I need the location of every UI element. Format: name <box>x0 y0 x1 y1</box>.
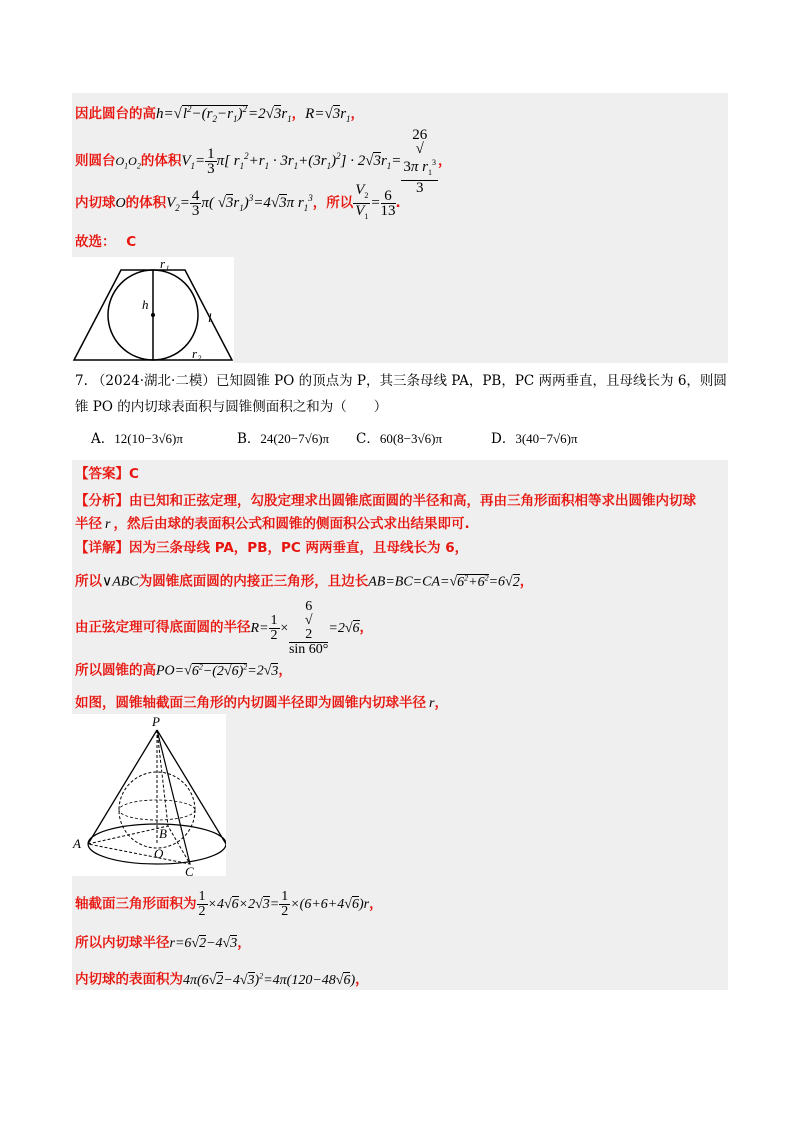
detail-line-1 <box>75 538 468 558</box>
question-number: 7. <box>75 373 88 389</box>
comma: ， <box>237 935 251 951</box>
answer-line-top <box>75 232 136 252</box>
step-text: 所以圆锥的高 <box>75 662 156 679</box>
sphere-volume-formula: $V_2=$ $\frac{4}{3}$ π( $√3r_1)^3=4√3\pi$ $r_1^3$ <box>166 188 313 220</box>
step-6 <box>75 882 383 926</box>
label-h: h <box>142 297 149 312</box>
option-letter: C． <box>356 431 380 447</box>
option-value: 60(8−3√6)π <box>379 431 443 446</box>
answer-value: C <box>126 234 137 250</box>
radius-symbol: r <box>429 696 435 711</box>
ratio-formula: $\frac{V_2}{V_1}$ = $\frac{6}{13}$ <box>355 182 396 222</box>
center-point <box>151 313 155 317</box>
analysis-text: 由已知和正弦定理，勾股定理求出圆锥底面圆的半径和高，再由三角形面积相等求出圆锥内切球 <box>129 493 696 509</box>
step-2 <box>75 564 533 592</box>
option-b[interactable] <box>237 427 329 447</box>
base-radius-formula: R= $\frac{1}{2}$ × 6 √ 2 sin 60° =2√6 <box>250 599 360 657</box>
comma: ， <box>519 573 534 590</box>
question-text-1: 已知圆锥 PO 的顶点为 P，其三条母线 PA，PB，PC 两两垂直，且母线长为 6，则圆 <box>215 373 727 389</box>
step-7 <box>75 930 251 956</box>
label-a: A <box>73 836 81 851</box>
frustum-volume-line <box>75 127 452 196</box>
option-letter: B． <box>237 431 261 447</box>
sphere-label: 内切球 <box>75 195 116 211</box>
question-line-2: 锥 PO 的内切球表面积与圆锥侧面积之和为（ ） <box>75 399 388 415</box>
comma: ， <box>359 619 374 636</box>
step-4 <box>75 652 292 682</box>
height-line <box>75 98 365 124</box>
triangle-name: ∨ABC <box>102 574 139 590</box>
frustum-volume-formula: $V_1=$ $\frac{1}{3}$ π[ $r_1^2+r_1 \cdot 3r_1+(3r_1)^2] \cdot 2√3r_1=$ 26 √ 3π $r_1^3$ 3 <box>181 127 437 196</box>
analysis-text: 半径 <box>75 516 102 532</box>
cone-figure <box>72 714 226 876</box>
answer-label: 故选： <box>75 234 116 250</box>
label-p: P <box>152 714 160 729</box>
analysis-tag: 【分析】 <box>75 493 129 509</box>
analysis-line-1 <box>75 491 696 511</box>
comma: ， <box>369 896 383 912</box>
step-text: 轴截面三角形面积为 <box>75 896 197 912</box>
option-value: 12(10−3√6)π <box>114 431 183 446</box>
option-letter: A． <box>91 431 115 447</box>
analysis-line-2 <box>75 514 470 535</box>
big-radius-formula: $R=√3r_1$ <box>305 106 351 124</box>
option-value: 3(40−7√6)π <box>515 431 578 446</box>
question-source: （2024·湖北·二模） <box>91 373 216 389</box>
option-d[interactable] <box>491 427 578 447</box>
option-a[interactable] <box>91 427 183 447</box>
option-letter: D． <box>491 431 516 447</box>
analysis-text: ，然后由球的表面积公式和圆锥的侧面积公式求出结果即可. <box>113 516 470 532</box>
label-l: l <box>208 310 212 325</box>
volume-label: 的体积 <box>140 152 182 169</box>
label-c: C <box>185 864 194 876</box>
period: . <box>395 195 401 211</box>
step-5 <box>75 692 448 715</box>
height-label: 因此圆台的高 <box>75 106 156 122</box>
height-formula: $h=√l^2-(r_2-r_1)^2=2√3r_1$ <box>156 104 292 124</box>
volume-label: 的体积 <box>125 195 167 211</box>
cone-height-formula: $PO=√6^2-(2√6)^2=2√3$ <box>156 662 279 679</box>
step-text: 由正弦定理可得底面圆的半径 <box>75 619 251 636</box>
answer-line: 【答案】C <box>75 466 139 482</box>
sphere-volume-line <box>75 180 401 222</box>
frustum-figure <box>72 257 234 363</box>
step-8 <box>75 962 369 990</box>
comma: ， <box>291 106 306 122</box>
so-label: ，所以 <box>312 195 354 211</box>
label-r2: r₂ <box>192 346 202 361</box>
label-b: B <box>159 826 167 841</box>
area-equation: $\frac{1}{2}$ ×4√6×2√3= $\frac{1}{2}$ ×(6+6+4√6)r <box>198 889 370 920</box>
comma: ， <box>434 695 448 711</box>
sphere-radius-formula: r=6√2−4√3 <box>169 936 238 951</box>
question-7 <box>75 370 727 418</box>
step-text: 所以 <box>75 573 102 590</box>
comma: ， <box>438 152 452 169</box>
frustum-label: 则圆台 <box>75 152 116 169</box>
option-value: 24(20−7√6)π <box>260 431 330 446</box>
comma: ， <box>350 106 365 122</box>
comma: ， <box>278 662 292 679</box>
step-3 <box>75 599 374 657</box>
label-o: O <box>154 846 164 861</box>
option-c[interactable] <box>356 427 442 447</box>
step-text: 内切球的表面积为 <box>75 971 183 988</box>
sphere-center: O <box>115 196 126 211</box>
step-text: 所以内切球半径 <box>75 935 170 951</box>
radius-symbol: r <box>105 517 111 532</box>
step-text: 为圆锥底面圆的内接正三角形，且边长 <box>138 573 369 590</box>
label-r1: r₁ <box>160 257 170 271</box>
step-text: 如图，圆锥轴截面三角形的内切圆半径即为圆锥内切球半径 <box>75 695 426 711</box>
frustum-name: $O_1O_2$ <box>115 153 141 171</box>
detail-text: 因为三条母线 PA，PB，PC 两两垂直，且母线长为 6， <box>129 540 469 556</box>
comma: ， <box>355 971 369 988</box>
side-length-formula: $AB=BC=CA=√6^2+6^2=6√2$ <box>368 573 520 590</box>
detail-tag: 【详解】 <box>75 540 129 556</box>
sphere-area-formula: $4\pi(6√2-4√3)^2=4\pi(120-48√6)$ <box>183 971 356 988</box>
question-line-1 <box>75 370 727 392</box>
